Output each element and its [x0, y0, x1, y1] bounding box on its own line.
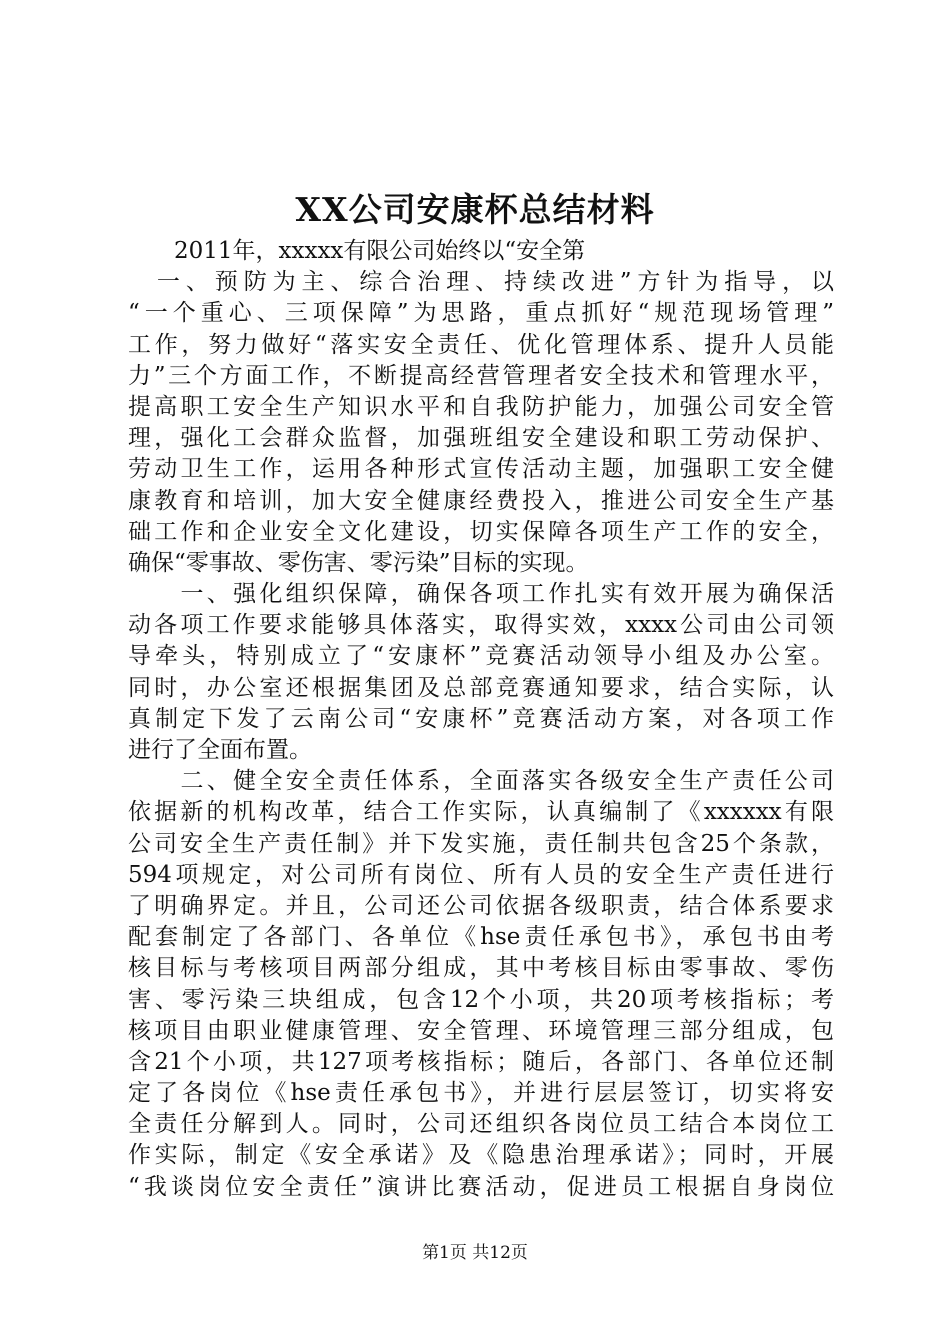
body-line: 同时，办公室还根据集团及总部竞赛通知要求，结合实际，认: [128, 674, 834, 701]
body-line: 力”三个方面工作，不断提高经营管理者安全技术和管理水平，: [128, 362, 834, 389]
body-line: 全责任分解到人。同时，公司还组织各岗位员工结合本岗位工: [128, 1111, 834, 1138]
body-line: 二、健全安全责任体系，全面落实各级安全生产责任公司: [128, 768, 834, 795]
body-line: 动各项工作要求能够具体落实，取得实效，xxxx公司由公司领: [128, 612, 834, 639]
body-line: 真制定下发了云南公司“安康杯”竞赛活动方案，对各项工作: [128, 705, 834, 732]
body-line: 工作，努力做好“落实安全责任、优化管理体系、提升人员能: [128, 331, 834, 358]
body-line: 2011年，xxxxx有限公司始终以“安全第: [128, 238, 586, 264]
body-line: 含21个小项，共127项考核指标；随后，各部门、各单位还制: [128, 1048, 834, 1075]
body-line: 定了各岗位《hse责任承包书》，并进行层层签订，切实将安: [128, 1080, 834, 1107]
body-line: 提高职工安全生产知识水平和自我防护能力，加强公司安全管: [128, 393, 834, 420]
body-line: 进行了全面布置。: [128, 737, 312, 763]
body-line: 核目标与考核项目两部分组成，其中考核目标由零事故、零伤: [128, 955, 834, 982]
body-line: 594项规定，对公司所有岗位、所有人员的安全生产责任进行: [128, 861, 834, 888]
body-line: 害、零污染三块组成，包含12个小项，共20项考核指标；考: [128, 986, 834, 1013]
body-line: 依据新的机构改革，结合工作实际，认真编制了《xxxxxx有限: [128, 799, 834, 826]
body-line: 础工作和企业安全文化建设，切实保障各项生产工作的安全，: [128, 518, 834, 545]
body-line: 了明确界定。并且，公司还公司依据各级职责，结合体系要求: [128, 892, 834, 919]
document-body: [128, 236, 834, 1203]
document-title: XX公司安康杯总结材料: [295, 190, 655, 229]
body-line: 核项目由职业健康管理、安全管理、环境管理三部分组成，包: [128, 1017, 834, 1044]
body-line: “一个重心、三项保障”为思路，重点抓好“规范现场管理”: [128, 300, 834, 327]
body-line: 确保“零事故、零伤害、零污染”目标的实现。: [128, 549, 589, 576]
body-line: “我谈岗位安全责任”演讲比赛活动，促进员工根据自身岗位: [128, 1173, 834, 1200]
body-line: 理，强化工会群众监督，加强班组安全建设和职工劳动保护、: [128, 425, 834, 452]
body-line: 公司安全生产责任制》并下发实施，责任制共包含25个条款，: [128, 830, 834, 857]
body-line: 康教育和培训，加大安全健康经费投入，推进公司安全生产基: [128, 487, 834, 514]
body-line: 配套制定了各部门、各单位《hse责任承包书》，承包书由考: [128, 924, 834, 951]
body-line: 劳动卫生工作，运用各种形式宣传活动主题，加强职工安全健: [128, 456, 834, 483]
body-line: 一、预防为主、综合治理、持续改进”方针为指导，以: [128, 269, 834, 296]
body-line: 作实际，制定《安全承诺》及《隐患治理承诺》；同时，开展: [128, 1142, 834, 1169]
body-line: 导牵头，特别成立了“安康杯”竞赛活动领导小组及办公室。: [128, 643, 834, 670]
body-line: 一、强化组织保障，确保各项工作扎实有效开展为确保活: [128, 581, 834, 608]
page-footer: 第1页 共12页: [422, 1243, 528, 1263]
